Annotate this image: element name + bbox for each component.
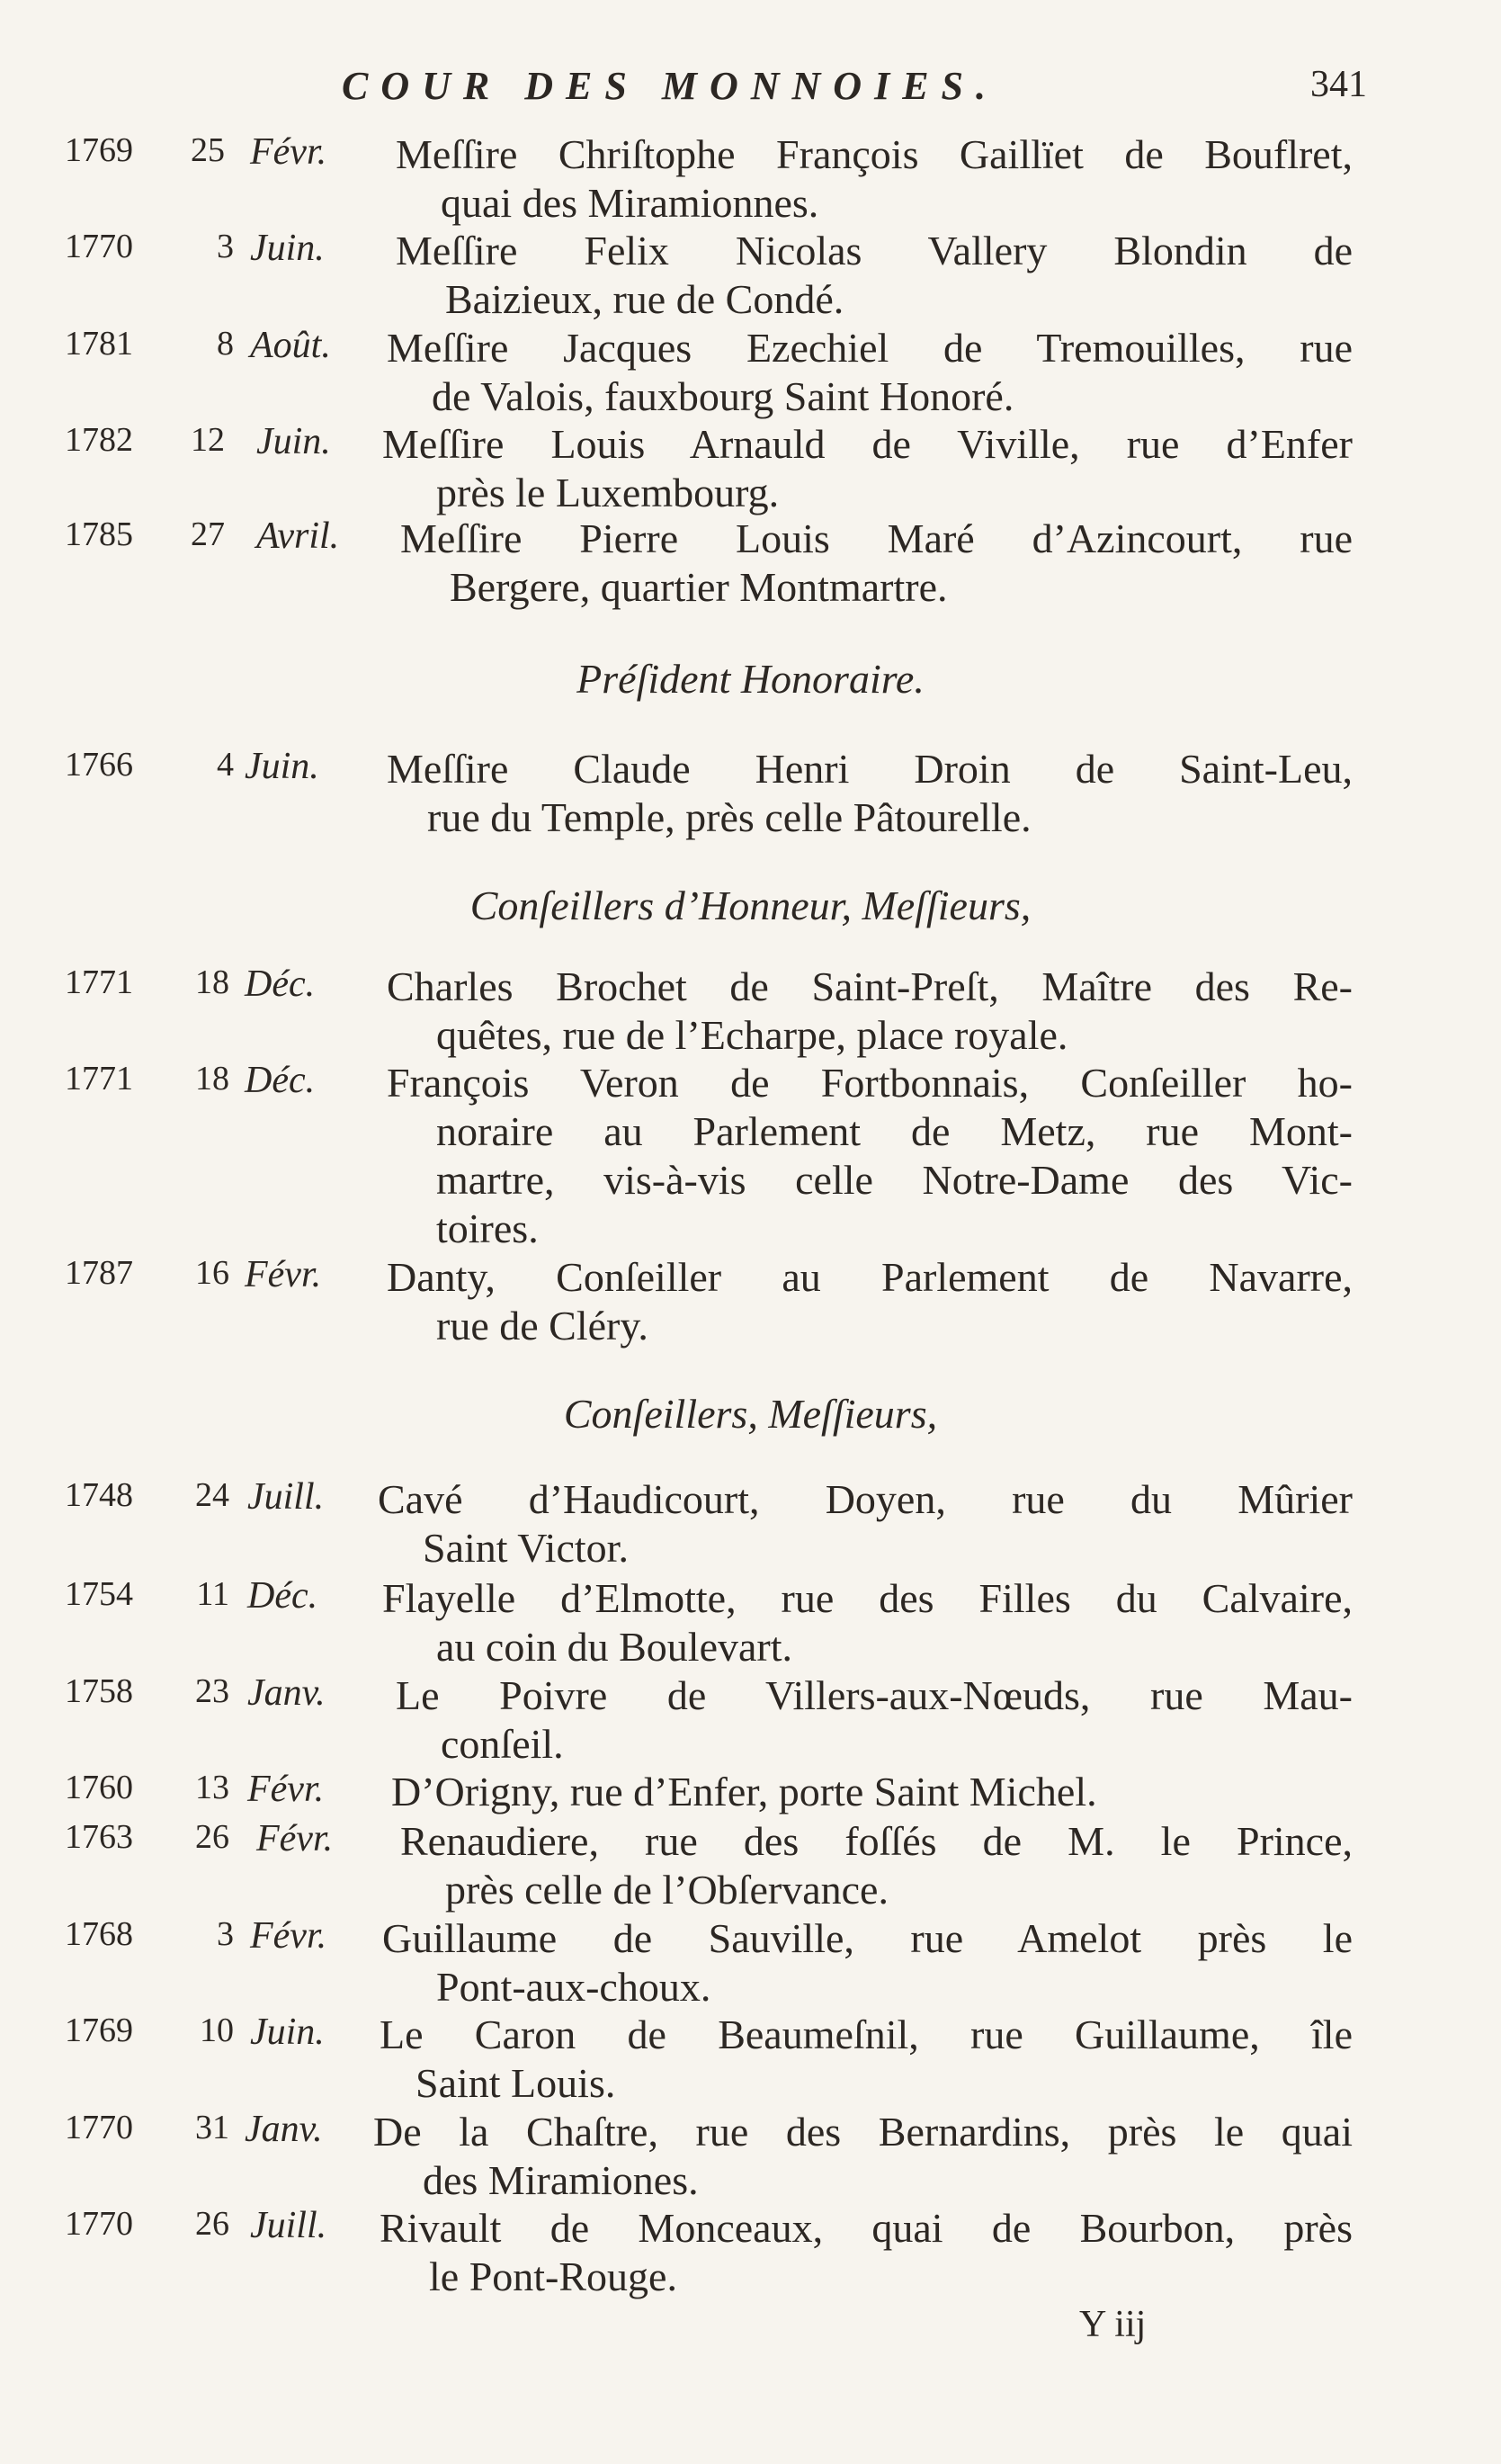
- entry-year: 1748: [65, 1476, 133, 1514]
- entry-year: 1771: [65, 963, 133, 1001]
- entry-line: au coin du Boulevart.: [436, 1624, 793, 1670]
- entry-line: François Veron de Fortbonnais, Conſeiller ho-: [387, 1060, 1353, 1106]
- entry-year: 1760: [65, 1769, 133, 1806]
- entry-year: 1766: [65, 746, 133, 784]
- entry-line: noraire au Parlement de Metz, rue Mont-: [436, 1108, 1353, 1154]
- entry-line: rue du Temple, près celle Pâtourelle.: [427, 794, 1032, 840]
- entry-line: Renaudiere, rue des foſſés de M. le Prince,: [400, 1818, 1353, 1864]
- signature-mark: Y iij: [1079, 2304, 1147, 2345]
- entry-line: Meſſire Louis Arnauld de Viville, rue d’Enfer: [382, 421, 1353, 467]
- entry-month: Déc.: [245, 963, 316, 1005]
- entry-line: Guillaume de Sauville, rue Amelot près le: [382, 1915, 1353, 1961]
- entry-line: quêtes, rue de l’Echarpe, place royale.: [436, 1012, 1068, 1058]
- entry-line: Meſſire Felix Nicolas Vallery Blondin de: [396, 228, 1353, 273]
- entry-line: Flayelle d’Elmotte, rue des Filles du Calvaire,: [382, 1575, 1353, 1621]
- running-title: COUR DES MONNOIES.: [342, 64, 999, 108]
- entry-day: 3: [217, 1915, 234, 1953]
- entry-line: des Miramiones.: [423, 2157, 699, 2203]
- entry-year: 1758: [65, 1672, 133, 1710]
- entry-day: 4: [217, 746, 234, 784]
- entry-line: Saint Victor.: [423, 1525, 629, 1571]
- page-number: 341: [1310, 64, 1367, 105]
- entry-day: 8: [217, 325, 234, 363]
- entry-day: 12: [191, 421, 225, 459]
- entry-year: 1781: [65, 325, 133, 363]
- entry-line: D’Origny, rue d’Enfer, porte Saint Michel.: [391, 1769, 1097, 1814]
- entry-day: 31: [195, 2109, 229, 2146]
- entry-line: rue de Cléry.: [436, 1303, 648, 1348]
- entry-year: 1754: [65, 1575, 133, 1613]
- entry-month: Août.: [250, 325, 331, 366]
- entry-line: Bergere, quartier Montmartre.: [450, 564, 948, 610]
- entry-line: De la Chaſtre, rue des Bernardins, près le quai: [373, 2109, 1353, 2155]
- entry-month: Déc.: [247, 1575, 318, 1617]
- entry-month: Juin.: [256, 421, 331, 462]
- entry-line: Rivault de Monceaux, quai de Bourbon, près: [380, 2205, 1353, 2251]
- entry-day: 26: [195, 1818, 229, 1856]
- entry-day: 27: [191, 515, 225, 553]
- entry-month: Févr.: [245, 1254, 322, 1295]
- entry-year: 1785: [65, 515, 133, 553]
- entry-line: le Pont-Rouge.: [429, 2253, 677, 2299]
- entry-line: conſeil.: [441, 1721, 564, 1767]
- entry-month: Juin.: [250, 228, 325, 269]
- entry-year: 1771: [65, 1060, 133, 1098]
- section-heading-conseillers: Conſeillers, Meſſieurs,: [563, 1391, 938, 1437]
- entry-year: 1770: [65, 2109, 133, 2146]
- entry-line: Baizieux, rue de Condé.: [445, 276, 844, 322]
- section-heading-president: Préſident Honoraire.: [576, 656, 925, 702]
- entry-month: Févr.: [250, 131, 327, 173]
- section-heading-conseillers-honneur: Conſeillers d’Honneur, Meſſieurs,: [469, 883, 1032, 928]
- entry-year: 1770: [65, 228, 133, 265]
- entry-year: 1770: [65, 2205, 133, 2243]
- entry-line: Meſſire Jacques Ezechiel de Tremouilles, rue: [387, 325, 1353, 371]
- entry-month: Févr.: [250, 1915, 327, 1957]
- entry-line: toires.: [436, 1205, 539, 1251]
- entry-line: près celle de l’Obſervance.: [445, 1867, 889, 1913]
- entry-month: Janv.: [245, 2109, 323, 2150]
- entry-line: Saint Louis.: [415, 2060, 616, 2106]
- entry-day: 3: [217, 228, 234, 265]
- entry-day: 11: [196, 1575, 229, 1613]
- entry-line: près le Luxembourg.: [436, 470, 780, 515]
- entry-day: 10: [200, 2012, 234, 2049]
- entry-month: Juin.: [250, 2012, 325, 2053]
- entry-month: Juill.: [247, 1476, 325, 1518]
- entry-year: 1768: [65, 1915, 133, 1953]
- entry-line: de Valois, fauxbourg Saint Honoré.: [432, 373, 1014, 419]
- entry-day: 24: [195, 1476, 229, 1514]
- entry-year: 1769: [65, 2012, 133, 2049]
- entry-day: 16: [195, 1254, 229, 1292]
- entry-month: Déc.: [245, 1060, 316, 1101]
- entry-line: Danty, Conſeiller au Parlement de Navarre,: [387, 1254, 1353, 1300]
- entry-line: Meſſire Chriſtophe François Gaillïet de Bouflret,: [396, 131, 1353, 177]
- entry-line: Pont-aux-choux.: [436, 1964, 711, 2010]
- entry-month: Janv.: [247, 1672, 326, 1714]
- entry-year: 1787: [65, 1254, 133, 1292]
- entry-line: quai des Miramionnes.: [441, 180, 819, 226]
- entry-line: martre, vis-à-vis celle Notre-Dame des Vic-: [436, 1157, 1353, 1203]
- entry-day: 18: [195, 1060, 229, 1098]
- entry-line: Le Poivre de Villers-aux-Nœuds, rue Mau-: [396, 1672, 1353, 1718]
- entry-line: Charles Brochet de Saint-Preſt, Maître des Re-: [387, 963, 1353, 1009]
- entry-day: 23: [195, 1672, 229, 1710]
- entry-month: Févr.: [256, 1818, 334, 1859]
- entry-line: Meſſire Pierre Louis Maré d’Azincourt, rue: [400, 515, 1353, 561]
- entry-day: 25: [191, 131, 225, 169]
- running-header: [333, 63, 1367, 117]
- entry-month: Juin.: [245, 746, 319, 787]
- entry-line: Le Caron de Beaumeſnil, rue Guillaume, île: [380, 2012, 1353, 2057]
- entry-line: Meſſire Claude Henri Droin de Saint-Leu,: [387, 746, 1353, 792]
- entry-year: 1763: [65, 1818, 133, 1856]
- entry-day: 13: [195, 1769, 229, 1806]
- entry-day: 18: [195, 963, 229, 1001]
- entry-line: Cavé d’Haudicourt, Doyen, rue du Mûrier: [378, 1476, 1353, 1522]
- entry-year: 1769: [65, 131, 133, 169]
- entry-month: Févr.: [247, 1769, 325, 1810]
- entry-month: Avril.: [256, 515, 340, 557]
- entry-month: Juill.: [250, 2205, 327, 2246]
- entry-year: 1782: [65, 421, 133, 459]
- entry-day: 26: [195, 2205, 229, 2243]
